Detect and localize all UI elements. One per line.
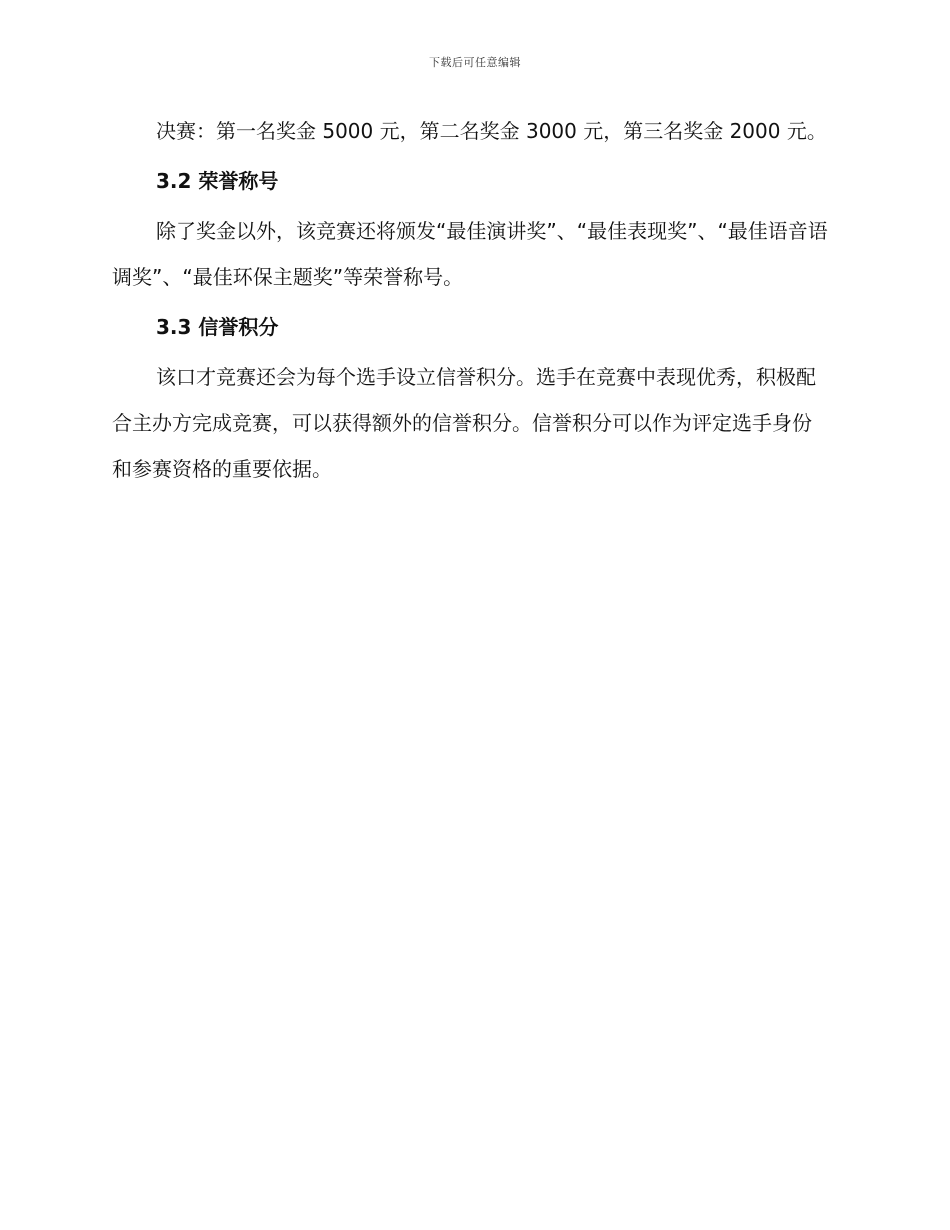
- paragraph-honor-titles: 除了奖金以外，该竞赛还将颁发“最佳演讲奖”、“最佳表现奖”、“最佳语音语调奖”、“最佳环保主题奖”等荣誉称号。: [112, 219, 828, 289]
- document-body: [112, 108, 830, 492]
- section-heading-credit: 3.3 信誉积分: [156, 315, 279, 339]
- paragraph-finals-prizes: 决赛：第一名奖金 5000 元，第二名奖金 3000 元，第三名奖金 2000 元。: [156, 119, 827, 143]
- page-header-note: 下载后可任意编辑: [429, 56, 521, 69]
- paragraph-credit-points: 该口才竞赛还会为每个选手设立信誉积分。选手在竞赛中表现优秀，积极配合主办方完成竞赛，可以获得额外的信誉积分。信誉积分可以作为评定选手身份和参赛资格的重要依据。: [112, 365, 816, 481]
- section-heading-honors: 3.2 荣誉称号: [156, 169, 279, 193]
